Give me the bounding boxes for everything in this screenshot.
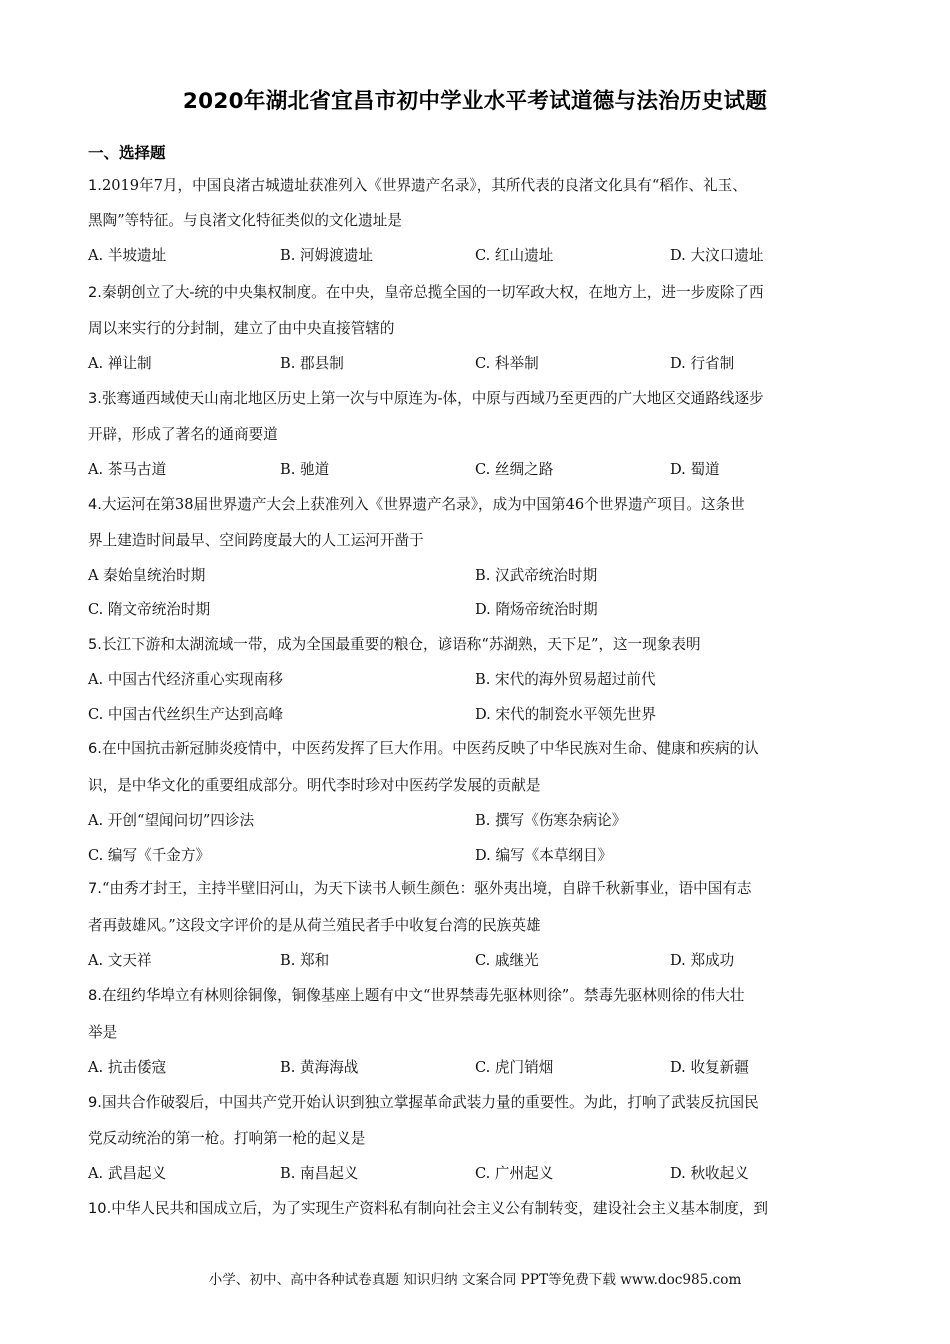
question-text: 周以来实行的分封制，建立了由中央直接管辖的 <box>88 320 395 337</box>
question-9-option-A: A. 武昌起义 <box>88 1165 167 1182</box>
question-2-option-A: A. 禅让制 <box>88 355 152 372</box>
question-5-option-B: B. 宋代的海外贸易超过前代 <box>475 671 656 688</box>
question-3-option-A: A. 茶马古道 <box>88 461 167 478</box>
question-3-option-B: B. 驰道 <box>280 461 330 478</box>
question-text: 长江下游和太湖流域一带，成为全国最重要的粮仓，谚语称“苏湖熟，天下足”，这一现象表明 <box>101 636 701 653</box>
question-9-option-B: B. 南昌起义 <box>280 1165 359 1182</box>
question-7-line-2 <box>88 914 863 938</box>
question-text: 识，是中华文化的重要组成部分。明代李时珍对中医药学发展的贡献是 <box>88 777 541 794</box>
question-4-line-1 <box>88 493 863 517</box>
question-2-line-2 <box>88 317 863 341</box>
question-7-line-1 <box>88 877 863 901</box>
question-text: 秦朝创立了大-统的中央集权制度。在中央，皇帝总揽全国的一切军政大权，在地方上，进一步废除了西 <box>101 284 764 301</box>
question-text: 黑陶”等特征。与良渚文化特征类似的文化遗址是 <box>88 212 402 229</box>
question-6-option-D: D. 编写《本草纲目》 <box>475 847 613 864</box>
question-number: 7. <box>88 880 102 897</box>
question-6-option-C: C. 编写《千金方》 <box>88 847 211 864</box>
question-8-option-C: C. 虎门销烟 <box>475 1059 554 1076</box>
question-5-line-1 <box>88 633 863 657</box>
question-9-option-C: C. 广州起义 <box>475 1165 554 1182</box>
question-text: 在中国抗击新冠肺炎疫情中，中医药发挥了巨大作用。中医药反映了中华民族对生命、健康和疾病的认 <box>101 740 759 757</box>
question-1-option-D: D. 大汶口遗址 <box>670 247 764 264</box>
question-text: 开辟，形成了著名的通商要道 <box>88 426 278 443</box>
question-8-option-D: D. 收复新疆 <box>670 1059 749 1076</box>
question-number: 10. <box>88 1200 112 1217</box>
question-2-option-C: C. 科举制 <box>475 355 539 372</box>
question-1-line-1 <box>88 174 863 198</box>
question-6-option-B: B. 撰写《伤寒杂病论》 <box>475 812 627 829</box>
question-7-option-C: C. 戚继光 <box>475 952 539 969</box>
question-text: 在纽约华埠立有林则徐铜像，铜像基座上题有中文“世界禁毒先驱林则徐”。禁毒先驱林则徐的伟大壮 <box>101 987 745 1004</box>
question-9-line-2 <box>88 1127 863 1151</box>
question-6-line-1 <box>88 737 863 761</box>
question-number: 4. <box>88 496 102 513</box>
question-text: 举是 <box>88 1024 118 1041</box>
question-number: 6. <box>88 740 102 757</box>
question-number: 9. <box>88 1094 102 1111</box>
question-2-option-D: D. 行省制 <box>670 355 735 372</box>
question-7-option-B: B. 郑和 <box>280 952 330 969</box>
question-1-option-C: C. 红山遗址 <box>475 247 554 264</box>
question-3-line-2 <box>88 423 863 447</box>
question-10-line-1 <box>88 1197 863 1221</box>
question-1-line-2 <box>88 209 863 233</box>
question-7-option-D: D. 郑成功 <box>670 952 735 969</box>
question-number: 1. <box>88 177 102 194</box>
question-5-option-A: A. 中国古代经济重心实现南移 <box>88 671 283 688</box>
page-title: 2020年湖北省宜昌市初中学业水平考试道德与法治历史试题 <box>182 89 768 114</box>
question-8-line-2 <box>88 1021 863 1045</box>
question-4-option-B: B. 汉武帝统治时期 <box>475 567 598 584</box>
question-number: 8. <box>88 987 102 1004</box>
question-number: 3. <box>88 390 102 407</box>
question-3-option-D: D. 蜀道 <box>670 461 720 478</box>
question-3-option-C: C. 丝绸之路 <box>475 461 554 478</box>
question-4-option-A: A 秦始皇统治时期 <box>88 567 206 584</box>
question-text: 国共合作破裂后，中国共产党开始认识到独立掌握革命武装力量的重要性。为此，打响了武装反抗国民 <box>101 1094 759 1111</box>
question-1-option-B: B. 河姆渡遗址 <box>280 247 373 264</box>
question-text: 党反动统治的第一枪。打响第一枪的起义是 <box>88 1130 366 1147</box>
question-2-line-1 <box>88 281 863 305</box>
question-8-option-A: A. 抗击倭寇 <box>88 1059 167 1076</box>
question-8-line-1 <box>88 984 863 1008</box>
question-7-option-A: A. 文天祥 <box>88 952 152 969</box>
question-text: 张骞通西域使天山南北地区历史上第一次与中原连为-体，中原与西域乃至更西的广大地区交通路线逐步 <box>101 390 764 407</box>
question-number: 5. <box>88 636 102 653</box>
page-footer: 小学、初中、高中各种试卷真题 知识归纳 文案合同 PPT等免费下载 www.doc985.com <box>208 1272 742 1288</box>
question-9-line-1 <box>88 1091 863 1115</box>
question-number: 2. <box>88 284 102 301</box>
question-text: “由秀才封王，主持半壁旧河山，为天下读书人顿生颜色：驱外夷出境，自辟千秋新事业，语中国有志 <box>101 880 752 897</box>
question-text: 中华人民共和国成立后，为了实现生产资料私有制向社会主义公有制转变，建设社会主义基本制度，到 <box>111 1200 768 1217</box>
question-2-option-B: B. 郡县制 <box>280 355 344 372</box>
question-4-option-D: D. 隋炀帝统治时期 <box>475 601 598 618</box>
question-6-line-2 <box>88 774 863 798</box>
section-heading: 一、选择题 <box>88 144 166 162</box>
question-text: 者再鼓雄风。”这段文字评价的是从荷兰殖民者手中收复台湾的民族英雄 <box>88 917 541 934</box>
question-4-line-2 <box>88 529 863 553</box>
question-text: 2019年7月，中国良渚古城遗址获准列入《世界遗产名录》，其所代表的良渚文化具有“稻作、礼玉、 <box>101 177 747 194</box>
question-text: 大运河在第38届世界遗产大会上获准列入《世界遗产名录》，成为中国第46个世界遗产项目。这条世 <box>101 496 745 513</box>
question-5-option-C: C. 中国古代丝织生产达到高峰 <box>88 706 284 723</box>
question-1-option-A: A. 半坡遗址 <box>88 247 167 264</box>
question-8-option-B: B. 黄海海战 <box>280 1059 359 1076</box>
question-text: 界上建造时间最早、空间跨度最大的人工运河开凿于 <box>88 532 424 549</box>
question-4-option-C: C. 隋文帝统治时期 <box>88 601 211 618</box>
question-5-option-D: D. 宋代的制瓷水平领先世界 <box>475 706 656 723</box>
question-3-line-1 <box>88 387 863 411</box>
question-9-option-D: D. 秋收起义 <box>670 1165 749 1182</box>
question-6-option-A: A. 开创“望闻问切”四诊法 <box>88 812 255 829</box>
